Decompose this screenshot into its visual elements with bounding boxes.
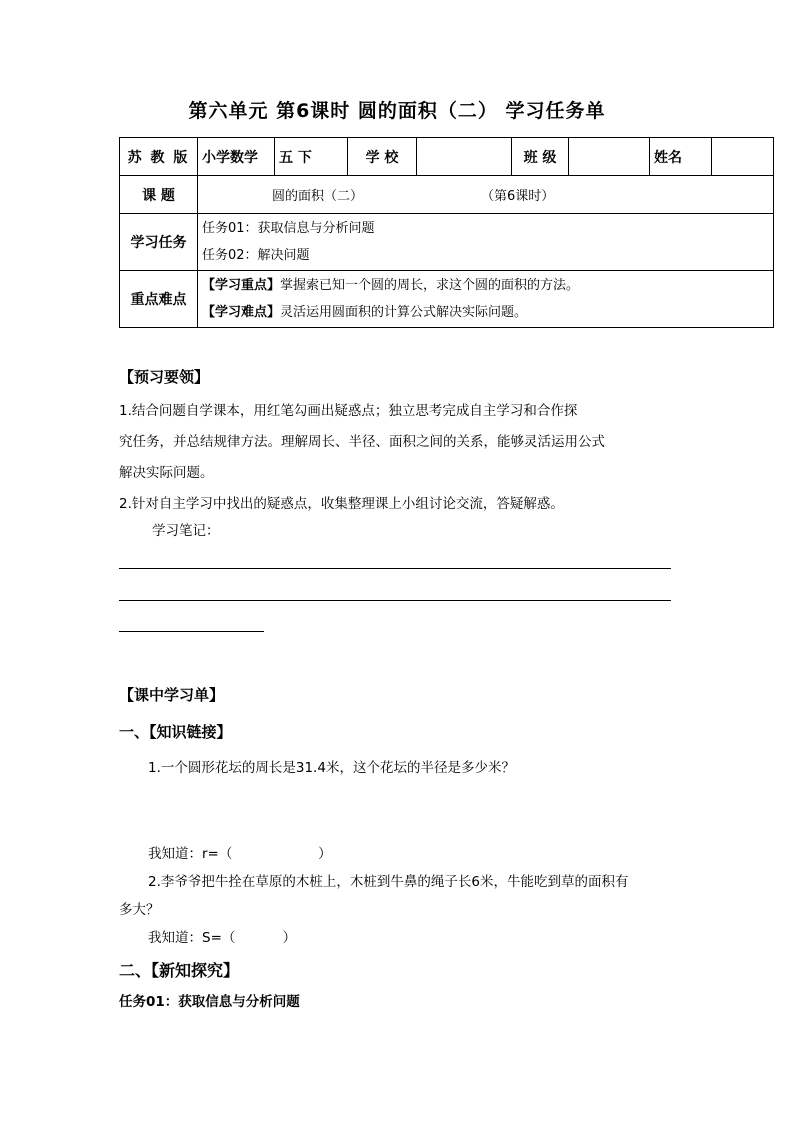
- preview-p2: 2.针对自主学习中找出的疑惑点，收集整理课上小组讨论交流，答疑解惑。: [119, 496, 564, 512]
- preview-p1-line3: 解决实际问题。: [119, 465, 214, 481]
- header-row: [120, 138, 774, 176]
- task-1-heading: 任务01：获取信息与分析问题: [119, 994, 300, 1010]
- grade-cell: 五 下: [275, 138, 348, 176]
- class-field[interactable]: [569, 138, 650, 176]
- info-table: [119, 137, 774, 328]
- task-1-text: 任务01：获取信息与分析问题: [202, 221, 375, 236]
- in-class-heading: 【课中学习单】: [119, 686, 225, 704]
- preview-p1-line2: 究任务，并总结规律方法。理解周长、半径、面积之间的关系，能够灵活运用公式: [119, 434, 605, 450]
- task-2-text: 任务02：解决问题: [202, 248, 310, 263]
- notes-line-1[interactable]: [119, 568, 671, 569]
- class-label: 班 级: [512, 138, 569, 176]
- topic-text: 圆的面积（二）: [272, 189, 364, 204]
- notes-line-2[interactable]: [119, 600, 671, 601]
- key-point-tag: 【学习重点】: [202, 278, 281, 293]
- knowledge-link-heading: 一、【知识链接】: [119, 723, 232, 741]
- focus-row: [120, 271, 774, 328]
- tasks-label: 学习任务: [120, 214, 198, 271]
- edition-cell: 苏 教 版: [120, 138, 198, 176]
- notes-label: 学习笔记：: [152, 523, 220, 539]
- topic-label: 课 题: [120, 176, 198, 214]
- notes-line-3[interactable]: [119, 631, 264, 632]
- difficulty-tag: 【学习难点】: [202, 305, 281, 320]
- key-point-text: 掌握索已知一个圆的周长，求这个圆的面积的方法。: [280, 278, 580, 293]
- tasks-row: [120, 214, 774, 271]
- answer-1-line[interactable]: 我知道：r=（ ）: [148, 846, 332, 862]
- question-2-line1: 2.李爷爷把牛拴在草原的木桩上，木桩到牛鼻的绳子长6米，牛能吃到草的面积有: [148, 874, 629, 890]
- school-label: 学 校: [348, 138, 417, 176]
- preview-heading: 【预习要领】: [119, 368, 210, 386]
- preview-p1-line1: 1.结合问题自学课本，用红笔勾画出疑惑点；独立思考完成自主学习和合作探: [119, 403, 578, 419]
- new-knowledge-heading: 二、【新知探究】: [119, 961, 240, 980]
- question-2-line2: 多大？: [119, 902, 160, 918]
- difficulty-text: 灵活运用圆面积的计算公式解决实际问题。: [280, 305, 528, 320]
- name-label: 姓名: [650, 138, 712, 176]
- focus-cell: [198, 271, 774, 328]
- focus-label: 重点难点: [120, 271, 198, 328]
- topic-cell: [198, 176, 774, 214]
- subject-cell: 小学数学: [198, 138, 275, 176]
- school-field[interactable]: [417, 138, 512, 176]
- answer-2-line[interactable]: 我知道：S=（ ）: [148, 930, 297, 946]
- lesson-text: （第6课时）: [481, 189, 555, 204]
- preview-paragraph-1: [119, 396, 605, 520]
- name-field[interactable]: [712, 138, 774, 176]
- topic-row: [120, 176, 774, 214]
- question-1: 1.一个圆形花坛的周长是31.4米，这个花坛的半径是多少米？: [148, 760, 515, 776]
- page-title: 第六单元 第6课时 圆的面积（二） 学习任务单: [188, 100, 606, 122]
- tasks-cell: [198, 214, 774, 271]
